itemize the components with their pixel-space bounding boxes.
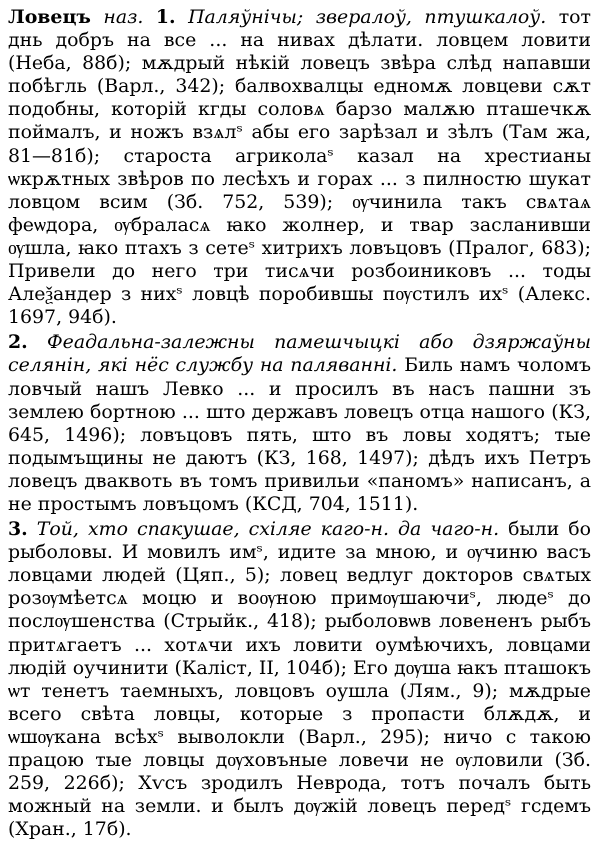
sense-2: [8, 331, 591, 516]
sense-1: [8, 6, 591, 329]
headword: Ловецъ: [8, 6, 91, 28]
sense-definition: Паляўнічы; звералоў, птушкалоў.: [188, 6, 547, 28]
sense-citations: были бо рыболовы. И мовилъ имˢ, идите за мною, и ѹчиню васъ ловцами людей (Цяп., 5); ловец ведлуг докторов свѧтых розѹмѣетсѧ моцю и воѹною примѹшаючиˢ, людеˢ до послѹшенства (Стрыйк., 418); рыболовѡв ловененъ рыбъ притѧгаетъ ... хотѧчи ихъ ловити оумѣючихъ, ловцами людій оучинити (Каліст, II, 104б); Его дѹша ꙗкъ пташокъ ѡт тенетъ таемныхъ, ловцовъ оушла (Лям., 9); мѫдрые всего свѣта ловцы, которые з пропасти блѫдѫ, и ѡшѹкана всѣхˢ выволокли (Варл., 295); ничо с такою працою тые ловцы дѹховъные ловечи не ѹловили (Зб. 259, 226б); Хѵсъ зродилъ Неврода, тотъ почалъ быть можный на земли. и былъ дѹжій ловецъ передˢ гсдемъ (Хран., 17б).: [8, 518, 591, 841]
part-of-speech: наз.: [103, 6, 144, 28]
sense-number: 3.: [8, 518, 28, 541]
sense-definition: Феадальна-залежны памешчыцкі або дзяржаўны селянін, які нёс службу на паляванні.: [8, 331, 591, 377]
sense-number: 1.: [155, 6, 176, 28]
sense-definition: Той, хто спакушае, схіляе каго-н. да чаго-н.: [36, 518, 500, 541]
sense-3: [8, 518, 591, 841]
sense-citations: тот днь добръ на все ... на нивах дѣлати. ловцем ловити (Неба, 88б); мѫдрый нѣкій ловецъ звѣра слѣд напавши побѣгль (Варл., 342); балвохвалцы едномѫ ловцеви сѫт подобны, которій кгды соловѧ барзо малѫю пташечкѫ поймалъ, и ножъ взѧлˢ абы его зарѣзал и зѣлъ (Там жа, 81—81б); староста агриколаˢ казал на хрестианы ѡкрѫтных звѣров по лесѣхъ и горах ... з пилностю шукат ловцом всим (Зб. 752, 539); ѹчинила такъ свѧтаѧ феѡдора, ѹбраласѧ ꙗко жолнер, и твар засланивши ѹшла, ꙗко птахъ з сетеˢ хитрихъ ловъцовъ (Пралог, 683); Привели до него три тисѧчи розбоиниковъ ... тоды Алеѯандер з нихˢ ловцѣ поробившы пѹстилъ ихˢ (Алекс. 1697, 94б).: [8, 6, 591, 329]
sense-citations: Биль намъ чоломъ ловчый нашъ Левко ... и просилъ въ насъ пашни зъ землею бортною ... што державъ ловецъ отца нашого (КЗ, 645, 1496); ловъцовъ пять, што въ ловы ходятъ; тые подымъщины не даютъ (КЗ, 168, 1497); дѣдъ ихъ Петръ ловецъ дваквоть въ томъ привильи «паномъ» написанъ, а не простымъ ловъцомъ (КСД, 704, 1511).: [8, 354, 591, 515]
sense-number: 2.: [8, 331, 28, 354]
